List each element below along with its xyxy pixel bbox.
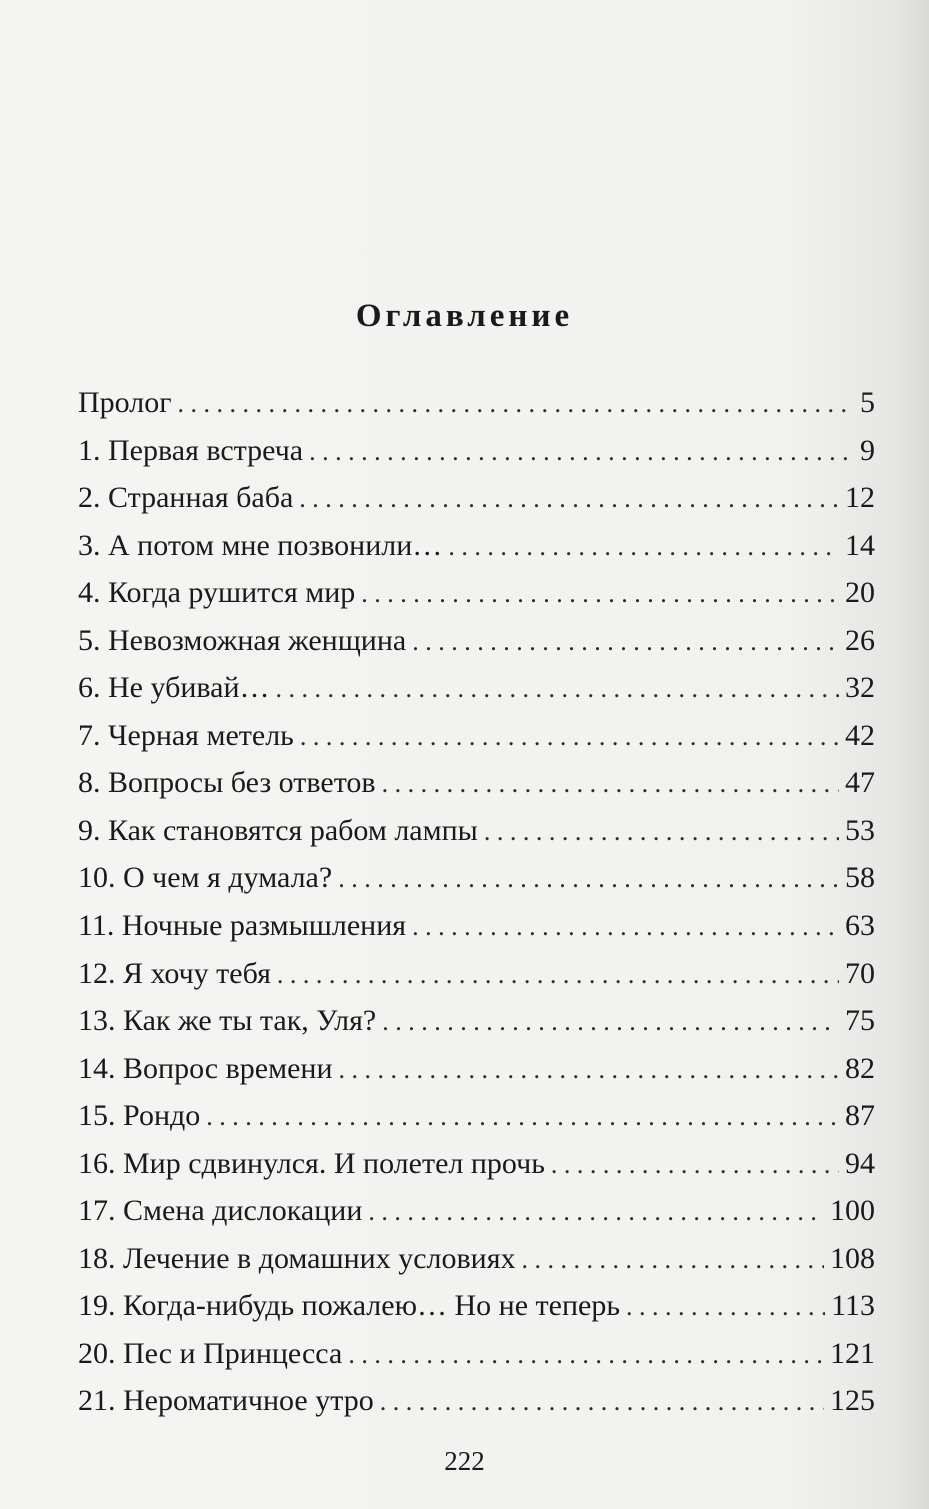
toc-entry-label: 20. Пес и Принцесса <box>78 1336 343 1370</box>
toc-dot-leader <box>448 532 839 562</box>
toc-entry-page: 20 <box>845 576 875 610</box>
toc-dot-leader <box>348 1340 824 1370</box>
toc-entry-page: 63 <box>845 909 875 943</box>
page-number: 222 <box>444 1446 485 1476</box>
toc-dot-leader <box>338 864 839 894</box>
toc-entry-page: 121 <box>830 1336 875 1370</box>
toc-dot-leader <box>551 1150 839 1180</box>
toc-dot-leader <box>178 389 854 419</box>
toc-entry-page: 125 <box>830 1384 875 1418</box>
toc-dot-leader <box>276 674 839 704</box>
toc-entry-label: 15. Рондо <box>78 1099 201 1133</box>
toc-entry <box>78 1337 875 1385</box>
toc-dot-leader <box>368 1197 824 1227</box>
toc-dot-leader <box>522 1245 824 1275</box>
toc-entry <box>78 766 875 814</box>
toc-entry-page: 70 <box>845 956 875 990</box>
toc-entry <box>78 861 875 909</box>
toc-entry-label: Пролог <box>78 386 172 419</box>
toc-dot-leader <box>277 960 839 990</box>
toc-entry-page: 108 <box>830 1241 875 1275</box>
toc-entry-page: 12 <box>845 481 875 515</box>
toc-entry <box>78 671 875 719</box>
toc-entry-page: 32 <box>845 671 875 705</box>
toc-entry-label: 6. Не убивай… <box>78 671 270 705</box>
toc-entry-page: 47 <box>845 766 875 800</box>
toc-entry-label: 2. Странная баба <box>78 481 294 515</box>
toc-entry <box>78 1384 875 1432</box>
toc-list <box>78 386 875 1432</box>
toc-entry <box>78 576 875 624</box>
toc-dot-leader <box>380 1387 824 1417</box>
toc-entry <box>78 957 875 1005</box>
toc-entry <box>78 1004 875 1052</box>
toc-entry <box>78 1242 875 1290</box>
toc-entry-page: 9 <box>860 433 875 467</box>
toc-entry-label: 10. О чем я думала? <box>78 861 333 895</box>
toc-dot-leader <box>484 817 839 847</box>
toc-entry <box>78 386 875 434</box>
toc-title: Оглавление <box>355 298 574 334</box>
toc-entry-label: 11. Ночные размышления <box>78 909 407 943</box>
toc-entry-label: 19. Когда-нибудь пожалею… Но не теперь <box>78 1289 621 1323</box>
toc-entry-page: 100 <box>830 1194 875 1228</box>
toc-entry-label: 9. Как становятся рабом лампы <box>78 813 478 847</box>
toc-entry-page: 94 <box>845 1146 875 1180</box>
toc-dot-leader <box>206 1102 839 1132</box>
toc-entry-label: 8. Вопросы без ответов <box>78 766 376 800</box>
toc-entry-page: 26 <box>845 623 875 657</box>
toc-dot-leader <box>382 1007 839 1037</box>
toc-entry-page: 58 <box>845 861 875 895</box>
toc-entry <box>78 624 875 672</box>
toc-entry <box>78 1289 875 1337</box>
toc-dot-leader <box>412 627 839 657</box>
toc-entry <box>78 719 875 767</box>
toc-entry <box>78 1194 875 1242</box>
toc-entry <box>78 1099 875 1147</box>
toc-entry <box>78 434 875 482</box>
toc-entry-label: 12. Я хочу тебя <box>78 956 271 990</box>
toc-dot-leader <box>309 437 854 467</box>
toc-entry <box>78 909 875 957</box>
toc-dot-leader <box>382 769 839 799</box>
toc-entry-label: 16. Мир сдвинулся. И полетел прочь <box>78 1146 545 1180</box>
toc-entry-page: 75 <box>845 1004 875 1038</box>
toc-entry <box>78 814 875 862</box>
toc-entry-page: 87 <box>845 1099 875 1133</box>
toc-entry-label: 13. Как же ты так, Уля? <box>78 1004 377 1038</box>
toc-dot-leader <box>299 484 839 514</box>
toc-entry-label: 4. Когда рушится мир <box>78 576 356 610</box>
toc-dot-leader <box>339 1055 839 1085</box>
toc-entry-label: 5. Невозможная женщина <box>78 623 407 657</box>
toc-entry <box>78 481 875 529</box>
toc-entry-label: 17. Смена дислокации <box>78 1194 363 1228</box>
toc-entry-label: 7. Черная метель <box>78 718 294 752</box>
toc-entry <box>78 529 875 577</box>
toc-entry-label: 3. А потом мне позвонили… <box>78 528 443 562</box>
toc-dot-leader <box>300 722 839 752</box>
toc-entry-page: 14 <box>845 528 875 562</box>
toc-entry-page: 53 <box>845 813 875 847</box>
toc-entry-label: 18. Лечение в домашних условиях <box>78 1241 516 1275</box>
toc-entry-page: 82 <box>845 1051 875 1085</box>
toc-entry <box>78 1147 875 1195</box>
toc-entry-label: 21. Нероматичное утро <box>78 1384 374 1418</box>
toc-entry-label: 14. Вопрос времени <box>78 1051 333 1085</box>
toc-entry <box>78 1052 875 1100</box>
toc-entry-label: 1. Первая встреча <box>78 433 304 467</box>
toc-dot-leader <box>361 579 839 609</box>
toc-entry-page: 42 <box>845 718 875 752</box>
toc-dot-leader <box>412 912 839 942</box>
toc-entry-page: 113 <box>831 1289 875 1323</box>
toc-dot-leader <box>626 1292 825 1322</box>
toc-entry-page: 5 <box>860 386 875 419</box>
